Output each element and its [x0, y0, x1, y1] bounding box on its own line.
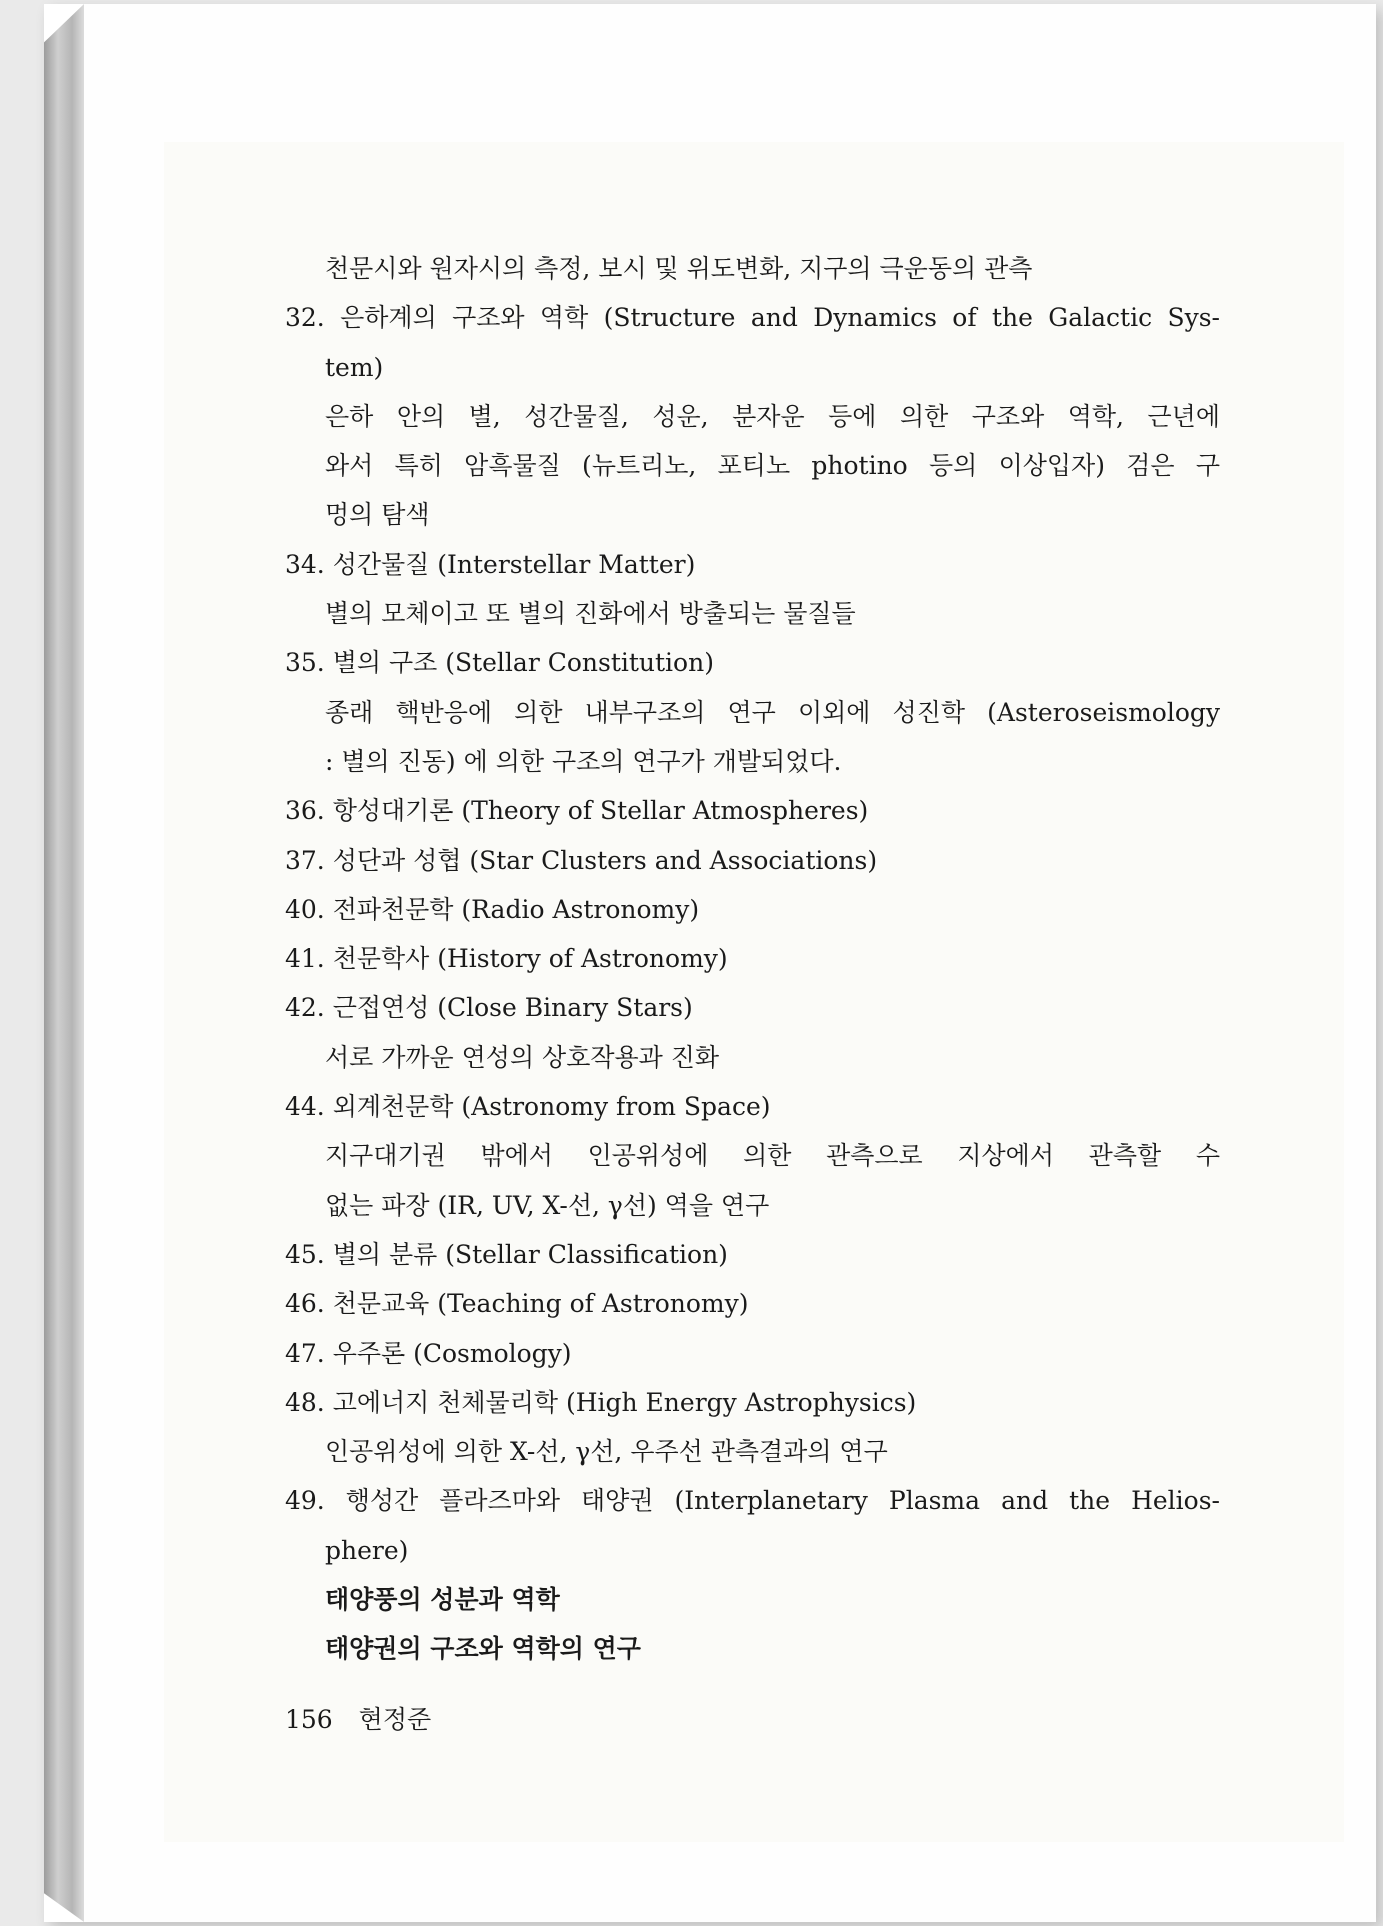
description-line: 서로 가까운 연성의 상호작용과 진화: [325, 1042, 720, 1072]
list-entry-line: 36. 항성대기론 (Theory of Stellar Atmospheres): [285, 796, 869, 826]
list-entry-line: 44. 외계천문학 (Astronomy from Space): [285, 1092, 771, 1122]
description-line: 종래 핵반응에 의한 내부구조의 연구 이외에 성진학 (Asteroseismology: [325, 697, 1220, 727]
list-entry-line: 32. 은하계의 구조와 역학 (Structure and Dynamics of the Galactic Sys-: [285, 303, 1220, 333]
description-line: 은하 안의 별, 성간물질, 성운, 분자운 등에 의한 구조와 역학, 근년에: [325, 401, 1220, 431]
description-line: 천문시와 원자시의 측정, 보시 및 위도변화, 지구의 극운동의 관측: [325, 254, 1033, 283]
description-line: 별의 모체이고 또 별의 진화에서 방출되는 물질들: [325, 599, 856, 629]
list-entry-continuation: phere): [325, 1535, 409, 1565]
list-entry-line: 37. 성단과 성협 (Star Clusters and Associations): [285, 845, 878, 875]
list-entry-line: 35. 별의 구조 (Stellar Constitution): [285, 648, 714, 678]
page-body-text: [285, 244, 1220, 1674]
description-line: 없는 파장 (IR, UV, X-선, γ선) 역을 연구: [325, 1190, 770, 1220]
author-name: 현정준: [358, 1705, 432, 1734]
list-entry-line: 48. 고에너지 천체물리학 (High Energy Astrophysics): [285, 1387, 917, 1417]
list-entry-line: 45. 별의 분류 (Stellar Classification): [285, 1239, 728, 1269]
page-number: 156: [285, 1705, 333, 1734]
description-line: 태양권의 구조와 역학의 연구: [325, 1634, 641, 1664]
list-entry-continuation: tem): [325, 352, 384, 382]
description-line: : 별의 진동) 에 의한 구조의 연구가 개발되었다.: [325, 746, 842, 776]
description-line: 멍의 탐색: [325, 500, 430, 530]
list-entry-line: 49. 행성간 플라즈마와 태양권 (Interplanetary Plasma and the Helios-: [285, 1486, 1220, 1516]
list-entry-line: 47. 우주론 (Cosmology): [285, 1338, 572, 1368]
page-footer: [285, 1700, 431, 1736]
book-spine: [44, 4, 84, 1922]
description-line: 인공위성에 의한 X-선, γ선, 우주선 관측결과의 연구: [325, 1437, 888, 1467]
description-line: 태양풍의 성분과 역학: [325, 1585, 560, 1615]
description-line: 와서 특히 암흑물질 (뉴트리노, 포티노 photino 등의 이상입자) 검은 구: [325, 451, 1220, 481]
list-entry-line: 42. 근접연성 (Close Binary Stars): [285, 993, 693, 1023]
list-entry-line: 34. 성간물질 (Interstellar Matter): [285, 549, 696, 579]
description-line: 지구대기권 밖에서 인공위성에 의한 관측으로 지상에서 관측할 수: [325, 1141, 1220, 1171]
list-entry-line: 41. 천문학사 (History of Astronomy): [285, 944, 728, 974]
list-entry-line: 46. 천문교육 (Teaching of Astronomy): [285, 1289, 749, 1319]
list-entry-line: 40. 전파천문학 (Radio Astronomy): [285, 894, 700, 924]
